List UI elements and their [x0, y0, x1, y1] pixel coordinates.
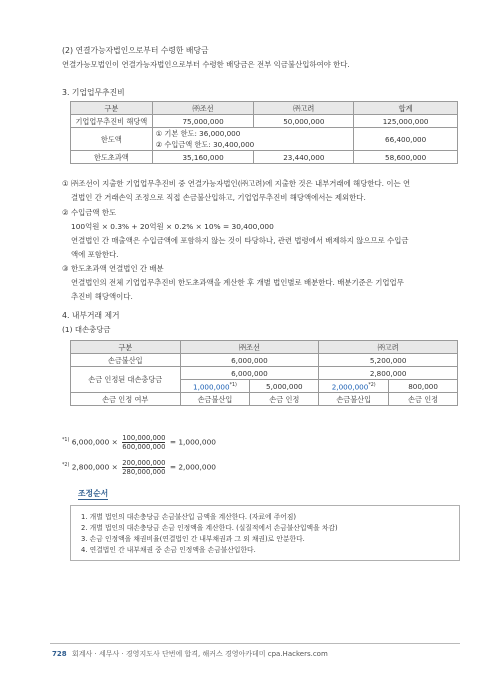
table-cell: 75,000,000	[152, 115, 254, 128]
note-3-line-3: 추진비 해당액이다.	[71, 292, 133, 301]
table-cell: 5,200,000	[319, 354, 458, 367]
note-3-title: ③ 한도초과액 연결법인 간 배분	[62, 264, 164, 273]
table-header: 구분	[71, 341, 181, 354]
note-1-line-1: ① ㈜조선이 지출한 기업업무추진비 중 연결가능자법인(㈜고려)에 지출한 것은 내부거래에 해당한다. 이는 연	[62, 179, 411, 188]
bad-debt-table	[70, 340, 458, 406]
row-label: 기업업무추진비 해당액	[71, 115, 153, 128]
table-cell	[319, 380, 389, 393]
fraction	[122, 434, 165, 451]
formula-result: = 1,000,000	[169, 437, 216, 447]
section-2-heading: (2) 연결가능자법인으로부터 수령한 배당금	[62, 46, 209, 55]
table-cell: 6,000,000	[180, 367, 319, 380]
allocated-amount: 1,000,000	[193, 382, 230, 392]
adjustment-step: 4. 연결법인 간 내부채권 중 손금 인정액을 손금불산입한다.	[81, 546, 256, 554]
table-header: 구분	[71, 102, 153, 115]
section-3-heading: 3. 기업업무추진비	[62, 88, 125, 97]
table-cell: 35,160,000	[152, 151, 254, 164]
row-label: 손금 인정된 대손충당금	[71, 367, 181, 393]
revenue-limit-text: ② 수입금액 한도: 30,400,000	[155, 140, 255, 149]
note-2-formula: 100억원 × 0.3% + 20억원 × 0.2% × 10% = 30,400,000	[71, 222, 274, 231]
table-cell: 손금불산입	[180, 393, 250, 406]
table-header: ㈜조선	[152, 102, 254, 115]
formula-lead: 2,800,000 ×	[71, 462, 118, 472]
footer-divider	[50, 643, 460, 644]
page-number: 728	[52, 650, 67, 658]
table-header: 합계	[354, 102, 458, 115]
footer-text: 회계사 · 세무사 · 경영지도사 단번에 합격, 해커스 경영아카데미 cpa.Hackers.com	[72, 650, 328, 658]
fraction	[122, 459, 165, 476]
footnote-mark: *2)	[368, 383, 376, 388]
allocated-amount: 2,000,000	[331, 382, 369, 392]
adjustment-title: 조정순서	[78, 489, 109, 498]
entertainment-table	[70, 101, 458, 164]
table-cell	[180, 380, 250, 393]
table-cell: 125,000,000	[354, 115, 458, 128]
table-cell: 58,600,000	[354, 151, 458, 164]
table-header: ㈜고려	[319, 341, 458, 354]
footnote-mark: *1)	[62, 438, 70, 443]
limit-cell	[152, 128, 354, 151]
formula-2	[62, 455, 216, 477]
adjustment-step: 1. 개별 법인의 대손충당금 손금불산입 금액을 계산한다. (자료에 주어짐)	[81, 513, 297, 521]
formula-1	[62, 430, 216, 452]
row-label: 한도초과액	[71, 151, 153, 164]
footnote-mark: *2)	[62, 463, 70, 468]
section-4-heading: 4. 내부거래 제거	[62, 311, 120, 320]
note-2-line-4: 액에 포함한다.	[71, 250, 119, 259]
note-3-line-2: 연결법인의 전체 기업업무추진비 한도초과액을 계산한 후 개별 법인별로 배분한다. 배분기준은 기업업무	[71, 278, 404, 287]
numerator: 100,000,000	[122, 433, 166, 442]
table-cell: 손금 인정	[250, 393, 319, 406]
table-header: ㈜조선	[180, 341, 319, 354]
footnote-mark: *1)	[229, 383, 237, 388]
section-4-sub: (1) 대손충당금	[62, 325, 111, 334]
note-1-line-2: 결법인 간 거래손익 조정으로 직접 손금불산입하고, 기업업무추진비 해당액에서는 제외한다.	[71, 193, 366, 202]
row-label: 손금불산입	[71, 354, 181, 367]
numerator: 200,000,000	[122, 458, 166, 467]
row-label: 손금 인정 여부	[71, 393, 181, 406]
note-2-title: ② 수입금액 한도	[62, 208, 117, 217]
basic-limit-text: ① 기본 한도: 36,000,000	[155, 129, 241, 138]
table-cell: 손금 인정	[389, 393, 458, 406]
adjustment-step: 3. 손금 인정액을 채권비율(연결법인 간 내부채권과 그 외 채권)로 안분한다.	[81, 535, 305, 543]
table-header: ㈜고려	[254, 102, 354, 115]
table-cell: 66,400,000	[354, 128, 458, 151]
table-cell: 손금불산입	[319, 393, 389, 406]
note-2-line-3: 연결법인 간 매출액은 수입금액에 포함하지 않는 것이 타당하나, 관련 법령에서 배제하지 않으므로 수입금	[71, 236, 409, 245]
denominator: 280,000,000	[122, 467, 166, 476]
formula-lead: 6,000,000 ×	[71, 437, 118, 447]
table-cell: 2,800,000	[319, 367, 458, 380]
adjustment-box	[70, 505, 460, 561]
table-cell: 6,000,000	[180, 354, 319, 367]
denominator: 600,000,000	[122, 442, 166, 451]
adjustment-step: 2. 개별 법인의 대손충당금 손금 인정액을 계산한다. (실질적에서 손금불산입액을 차감)	[81, 524, 338, 532]
section-2-body: 연결가능모법인이 연결가능자법인으로부터 수령한 배당금은 전부 익금불산입하여야 한다.	[62, 60, 350, 69]
formula-result: = 2,000,000	[169, 462, 216, 472]
table-cell: 23,440,000	[254, 151, 354, 164]
table-cell: 5,000,000	[250, 380, 319, 393]
row-label: 한도액	[71, 128, 153, 151]
table-cell: 50,000,000	[254, 115, 354, 128]
table-cell: 800,000	[389, 380, 458, 393]
